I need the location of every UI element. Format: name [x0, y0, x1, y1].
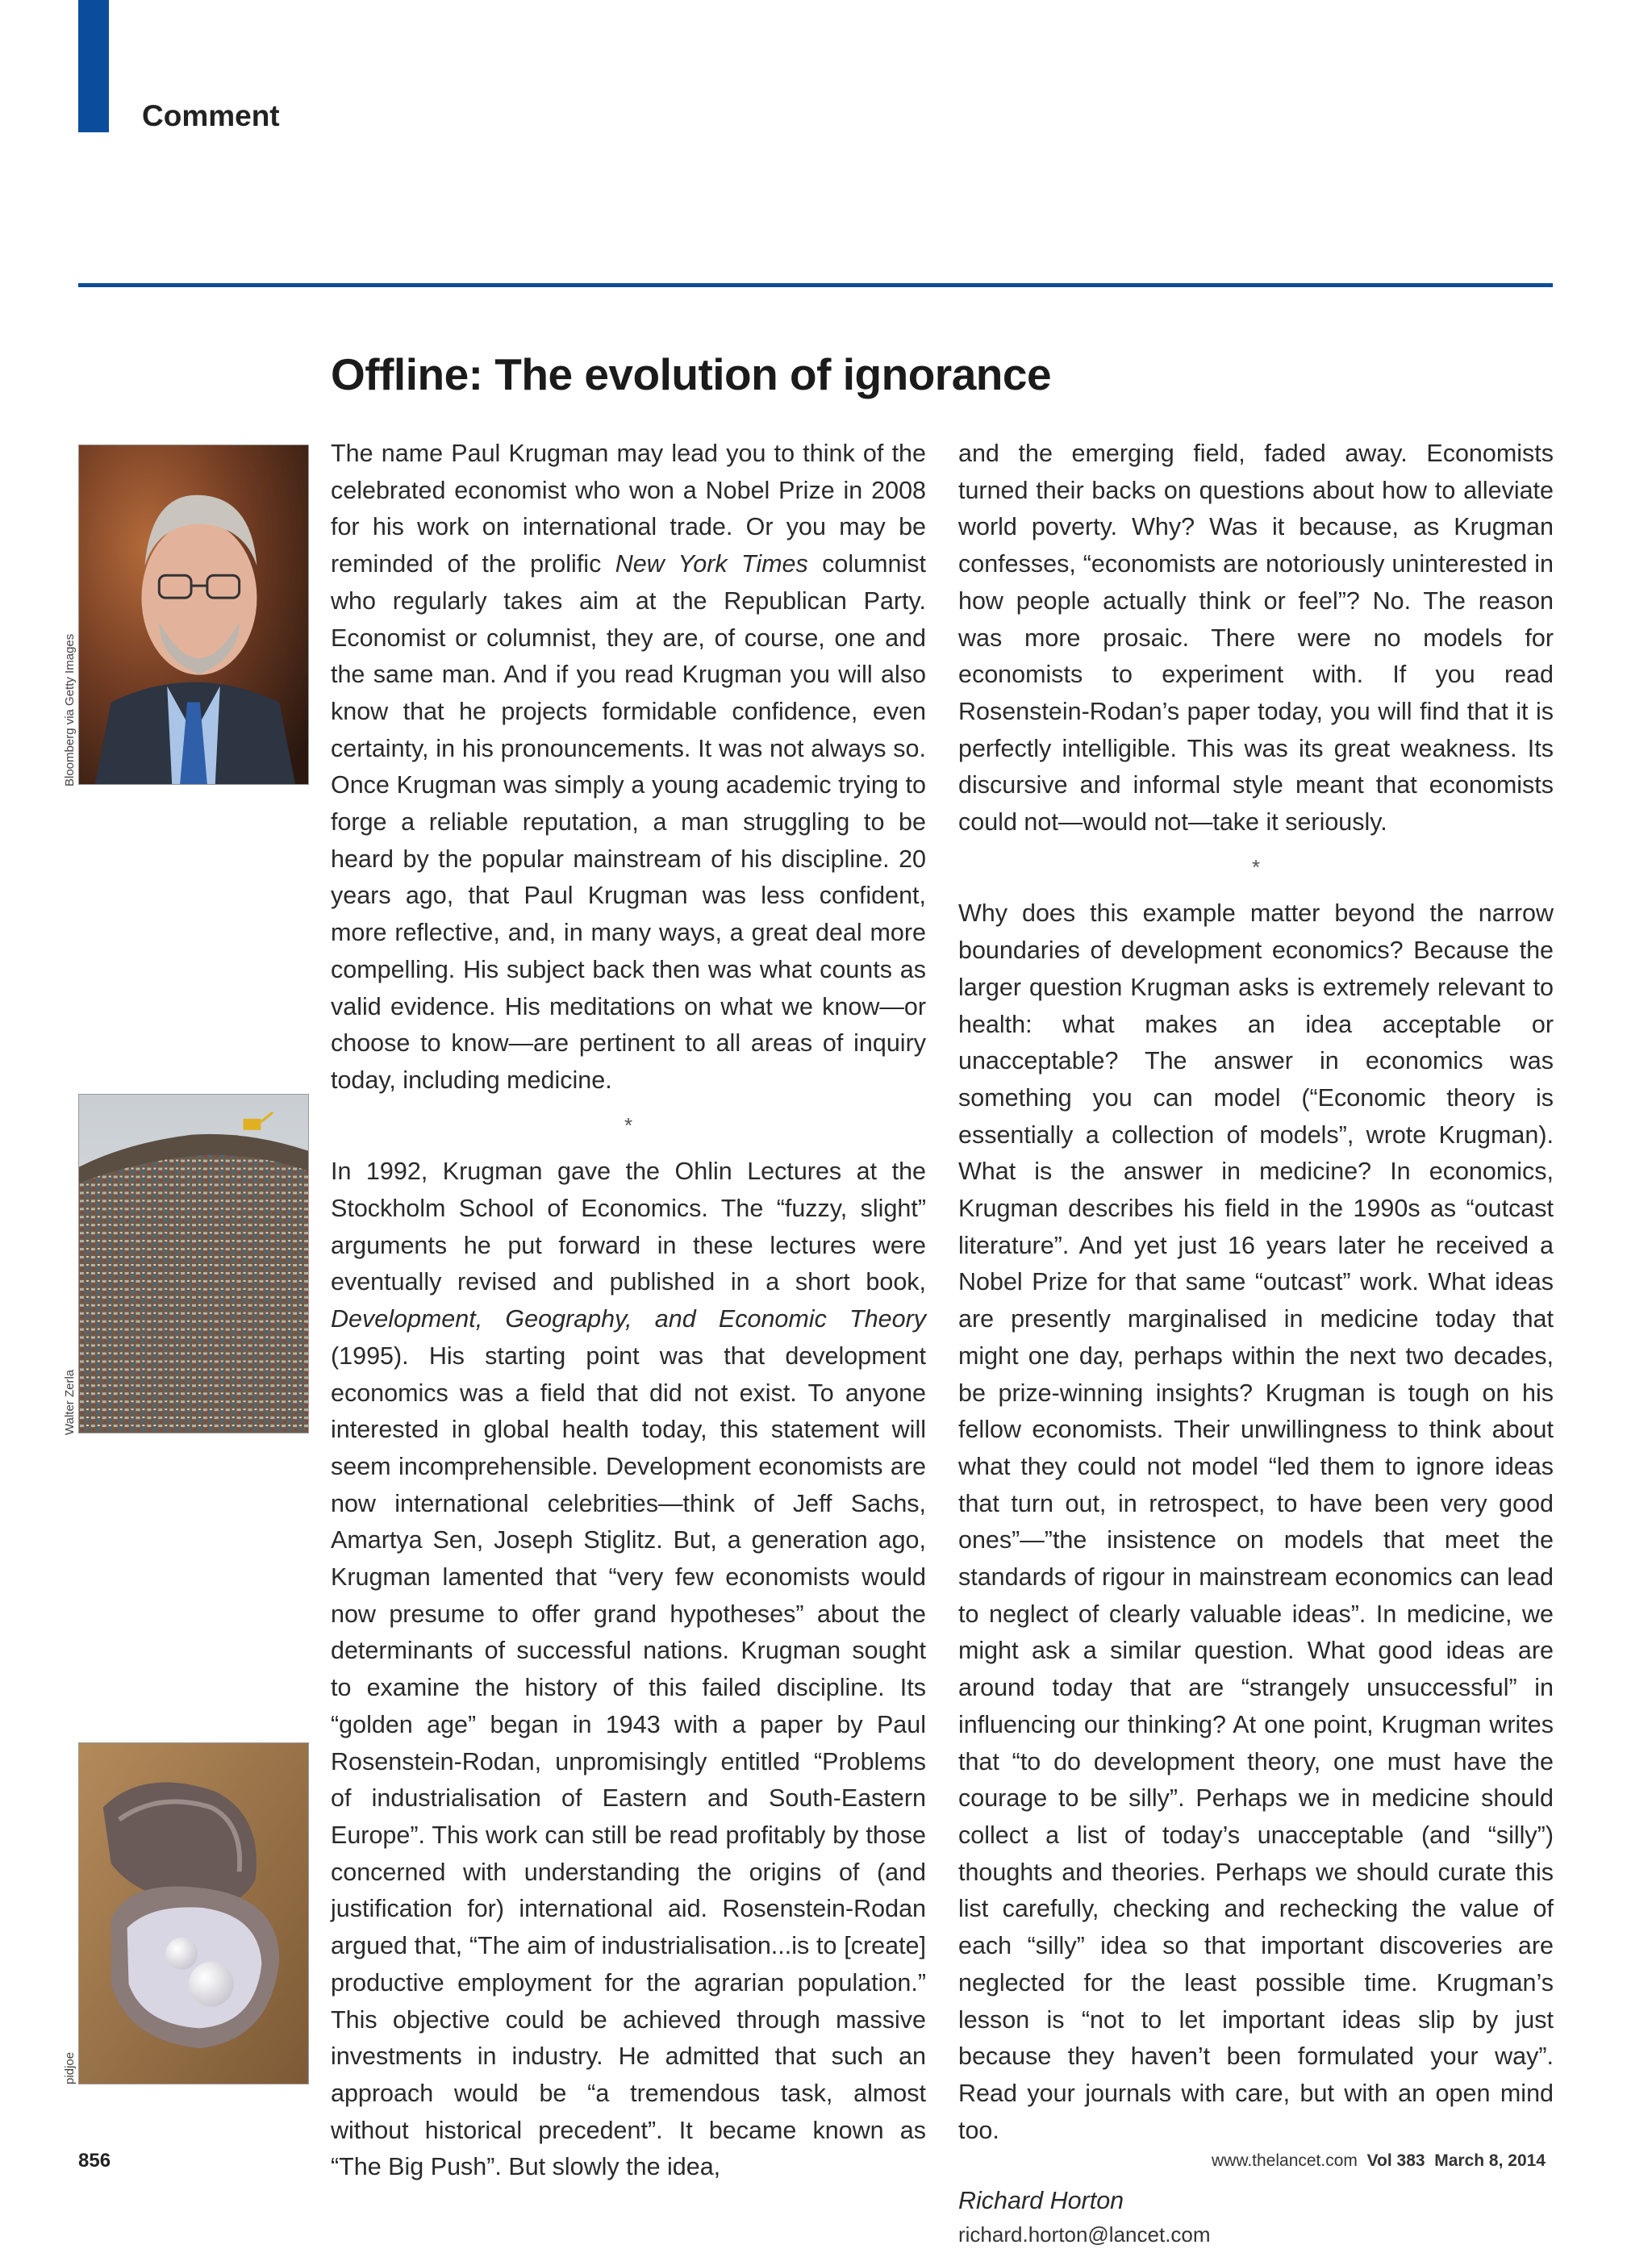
section-color-bar [78, 0, 109, 132]
article-title: Offline: The evolution of ignorance [331, 349, 1052, 399]
book-title: Development, Geography, and Economic Theory [331, 1305, 926, 1333]
issue-date: March 8, 2014 [1434, 2151, 1546, 2170]
section-break: * [1251, 854, 1261, 879]
publication-name: New York Times [615, 550, 808, 578]
paragraph: and the emerging field, faded away. Economists turned their backs on questions about how to alleviate world poverty. Why? Was it because, as Krugman confesses, “economists are notoriously uninterested in how people actually think or feel”? No. The reason was more prosaic. There were no models for economists to experiment with. If you read Rosenstein-Rodan’s paper today, you will find that it is perfectly intelligible. This was its great weakness. Its discursive and informal style meant that economists could not—would not—take it seriously. [958, 440, 1554, 837]
section-label: Comment [142, 99, 280, 132]
section-break: * [624, 1112, 633, 1137]
photo-credit: pidjoe [63, 2051, 77, 2084]
header-rule [78, 283, 1553, 287]
journal-site[interactable]: www.thelancet.com [1211, 2151, 1358, 2170]
article-column-left [331, 436, 926, 2186]
article-column-right [958, 436, 1554, 2249]
author-email[interactable]: richard.horton@lancet.com [958, 2222, 1211, 2247]
paragraph: In 1992, Krugman gave the Ohlin Lectures at the Stockholm School of Economics. The “fuzzy, slight” arguments he put forward in these lectures were eventually revised and published in a short book, Development, Geography, and Economic Theory (1995). His starting point was that development economics was a field that did not exist. To anyone interested in global health today, this statement will seem incomprehensible. Development economists are now international celebrities—think of Jeff Sachs, Amartya Sen, Joseph Stiglitz. But, a generation ago, Krugman lamented that “very few economists would now presume to offer grand hypotheses” about the determinants of successful nations. Krugman sought to examine the history of this failed discipline. Its “golden age” began in 1943 with a paper by Paul Rosenstein-Rodan, unpromisingly entitled “Problems of industrialisation of Eastern and South-Eastern Europe”. This work can still be read profitably by those concerned with understanding the origins of (and justification for) international aid. Rosenstein-Rodan argued that, “The aim of industrialisation...is to [create] productive employment for the agrarian population.” This objective could be achieved through massive investments in industry. He admitted that such an approach would be “a tremendous task, almost without historical precedent”. It became known as “The Big Push”. But slowly the idea, [331, 1158, 926, 2181]
portrait-photo [78, 444, 309, 785]
landfill-photo [78, 1094, 309, 1433]
paragraph: The name Paul Krugman may lead you to think of the celebrated economist who won a Nobel Prize in 2008 for his work on international trade. Or you may be reminded of the prolific New York Times columnist who regularly takes aim at the Republican Party. Economist or columnist, they are, of course, one and the same man. And if you read Krugman you will also know that he projects formidable confidence, even certainty, in his pronouncements. It was not always so. Once Krugman was simply a young academic trying to forge a reliable reputation, a man struggling to be heard by the popular mainstream of his discipline. 20 years ago, that Paul Krugman was less confident, more reflective, and, in many ways, a great deal more compelling. His subject back then was what counts as valid evidence. His meditations on what we know—or choose to know—are pertinent to all areas of inquiry today, including medicine. [331, 440, 927, 1094]
footer-citation [1212, 2151, 1546, 2171]
page-number: 856 [78, 2150, 111, 2172]
author-name: Richard Horton [958, 2187, 1124, 2215]
photo-credit: Walter Zerla [63, 1369, 77, 1435]
oyster-photo [78, 1742, 309, 2084]
photo-credit: Bloomberg via Getty Images [63, 633, 77, 787]
volume: Vol 383 [1366, 2151, 1425, 2170]
paragraph: Why does this example matter beyond the narrow boundaries of development economics? Because the larger question Krugman asks is extremely relevant to health: what makes an idea acceptable or unacceptable? The answer in economics was something you can model (“Economic theory is essentially a collection of models”, wrote Krugman). What is the answer in medicine? In economics, Krugman describes his field in the 1990s as “outcast literature”. And yet just 16 years later he received a Nobel Prize for that same “outcast” work. What ideas are presently marginalised in medicine today that might one day, perhaps within the next two decades, be prize-winning insights? Krugman is tough on his fellow economists. Their unwillingness to think about what they could not model “led them to ignore ideas that turn out, in retrospect, to have been very good ones”—”the insistence on models that meet the standards of rigour in mainstream economics can lead to neglect of clearly valuable ideas”. In medicine, we might ask a similar question. What good ideas are around today that are “strangely unsuccessful” in influencing our thinking? At one point, Krugman writes that “to do development theory, one must have the courage to be silly”. Perhaps we in medicine should collect a list of today’s unacceptable (and “silly”) thoughts and theories. Perhaps we should curate this list carefully, checking and rechecking the value of each “silly” idea so that important discoveries are neglected for the least possible time. Krugman’s lesson is “not to let important ideas slip by just because they haven’t been formulated your way”. Read your journals with care, but with an open mind too. [958, 899, 1554, 2144]
